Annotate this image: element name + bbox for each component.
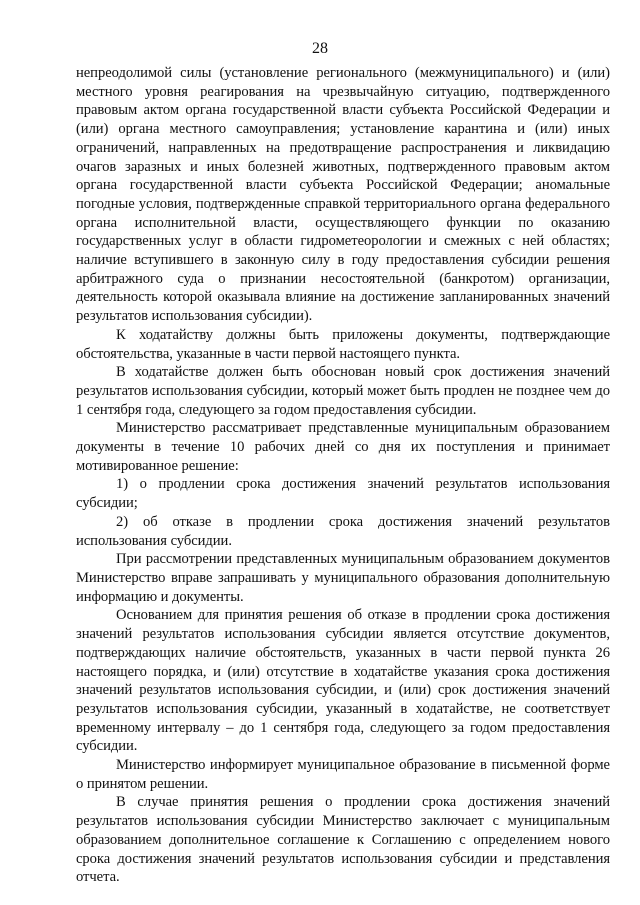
document-body <box>76 64 610 887</box>
paragraph-supplementary-agreement: В случае принятия решения о продлении срока достижения значений результатов использования субсидии Министерство заключает с муниципальным образованием дополнительное соглашение к Соглашению с определением нового срока достижения значений результатов использования субсидии и представления отчета. <box>76 794 610 886</box>
page-number: 28 <box>312 40 328 57</box>
paragraph-notification: Министерство информирует муниципальное образование в письменной форме о принятом решении. <box>76 757 610 792</box>
paragraph-refusal-grounds: Основанием для принятия решения об отказе в продлении срока достижения значений результатов использования субсидии является отсутствие документов, подтверждающих наличие обстоятельств, указанных в части первой пункта 26 настоящего порядка, и (или) отсутствие в ходатайстве указания срока достижения значений результатов использования субсидии, и (или) срок достижения значений результатов использования субсидии, указанный в ходатайстве, не соответствует временному интервалу – до 1 сентября года, следующего за годом предоставления субсидии. <box>76 607 610 755</box>
list-item-refusal: 2) об отказе в продлении срока достижения значений результатов использования субсидии. <box>76 513 610 549</box>
paragraph-attached-documents: К ходатайству должны быть приложены документы, подтверждающие обстоятельства, указанные в части первой настоящего пункта. <box>76 326 610 362</box>
paragraph-request-info: При рассмотрении представленных муниципальным образованием документов Министерство вправе запрашивать у муниципального образования дополнительную информацию и документы. <box>76 551 610 605</box>
list-item-extension: 1) о продлении срока достижения значений результатов использования субсидии; <box>76 476 610 512</box>
paragraph-force-majeure-continuation: непреодолимой силы (установление регионального (межмуниципального) и (или) местного уровня реагирования на чрезвычайную ситуацию, подтвержденного правовым актом органа государственной власти субъекта Российской Федерации и (или) органа местного самоуправления; установление карантина и (или) иных ограничений, направленных на предотвращение распространения и ликвидацию очагов заразных и иных болезней животных, подтвержденного правовым актом органа государственной власти субъекта Российской Федерации; аномальные погодные условия, подтвержденные справкой территориального органа федерального органа исполнительной власти, осуществляющего функции по оказанию государственных услуг в области гидрометеорологии и смежных с ней областях; наличие вступившего в законную силу в году предоставления субсидии решения арбитражного суда о признании несостоятельной (банкротом) организации, деятельность которой оказывала влияние на достижение запланированных значений результатов использования субсидии). <box>76 65 610 325</box>
paragraph-ministry-review: Министерство рассматривает представленные муниципальным образованием документы в течение 10 рабочих дней со дня их поступления и принимает мотивированное решение: <box>76 420 610 474</box>
paragraph-new-deadline: В ходатайстве должен быть обоснован новый срок достижения значений результатов использования субсидии, который может быть продлен не позднее чем до 1 сентября года, следующего за годом предоставления субсидии. <box>76 364 610 418</box>
